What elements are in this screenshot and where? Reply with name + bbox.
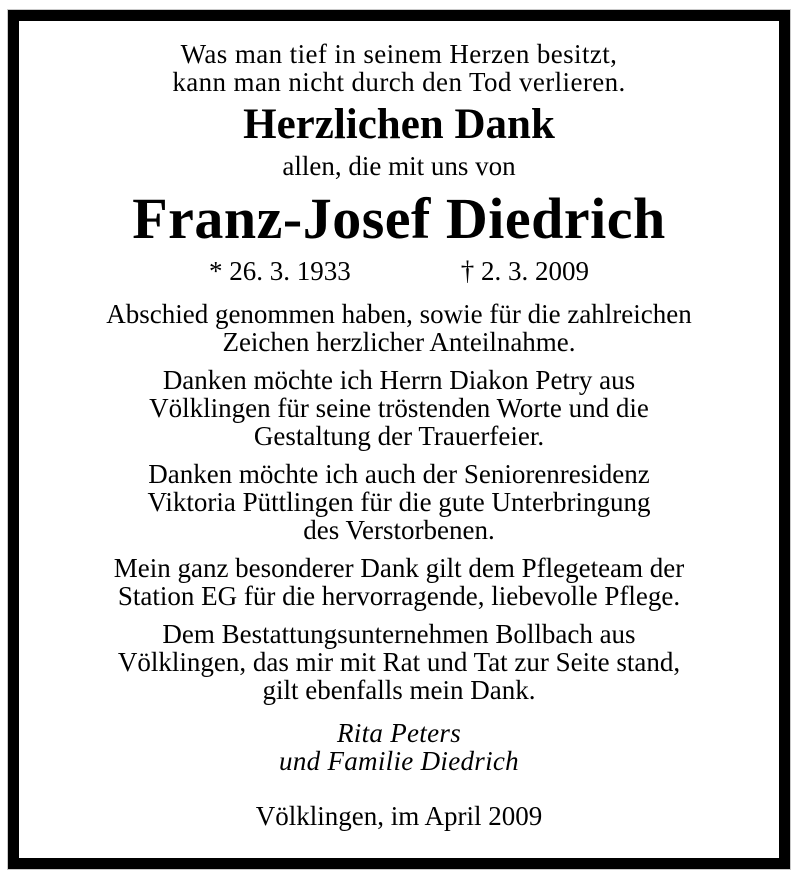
signature-line: und Familie Diedrich — [279, 746, 519, 776]
place-dateline: Völklingen, im April 2009 — [255, 801, 543, 831]
birth-date: * 26. 3. 1933 — [209, 256, 351, 286]
epigraph-line: kann man nicht durch den Tod verlieren. — [172, 67, 626, 97]
paragraph-line: Abschied genommen haben, sowie für die zahlreichen — [106, 299, 692, 329]
paragraph-line: Dem Bestattungsunternehmen Bollbach aus — [162, 619, 636, 649]
deceased-name: Franz-Josef Diedrich — [132, 186, 666, 251]
paragraph-line: Völklingen für seine tröstenden Worte und die — [149, 393, 649, 423]
paragraph-line: Viktoria Püttlingen für die gute Unterbringung — [147, 487, 651, 517]
paragraph-line: des Verstorbenen. — [303, 515, 495, 545]
death-date: † 2. 3. 2009 — [460, 256, 589, 286]
thanks-paragraphs — [39, 300, 759, 704]
paragraph-line: gilt ebenfalls mein Dank. — [262, 675, 536, 705]
notice-frame — [8, 10, 790, 869]
paragraph-line: Gestaltung der Trauerfeier. — [253, 421, 545, 451]
paragraph-line: Zeichen herzlicher Anteilnahme. — [222, 327, 576, 357]
paragraph-line: Mein ganz besonderer Dank gilt dem Pflegeteam der — [113, 553, 685, 583]
paragraph — [39, 554, 759, 610]
notice-content — [19, 21, 779, 858]
paragraph — [39, 620, 759, 704]
signature-block — [39, 719, 759, 775]
paragraph-line: Danken möchte ich Herrn Diakon Petry aus — [162, 365, 636, 395]
paragraph — [39, 460, 759, 544]
paragraph-line: Station EG für die hervorragende, liebevolle Pflege. — [117, 581, 681, 611]
life-dates — [39, 257, 759, 285]
epigraph-line: Was man tief in seinem Herzen besitzt, — [180, 39, 618, 69]
paragraph — [39, 300, 759, 356]
paragraph — [39, 366, 759, 450]
thanks-heading: Herzlichen Dank — [243, 101, 555, 148]
paragraph-line: Danken möchte ich auch der Seniorenresidenz — [148, 459, 650, 489]
signature-line: Rita Peters — [336, 718, 462, 748]
epigraph — [39, 40, 759, 96]
intro-line: allen, die mit uns von — [282, 151, 516, 181]
paragraph-line: Völklingen, das mir mit Rat und Tat zur Seite stand, — [117, 647, 681, 677]
